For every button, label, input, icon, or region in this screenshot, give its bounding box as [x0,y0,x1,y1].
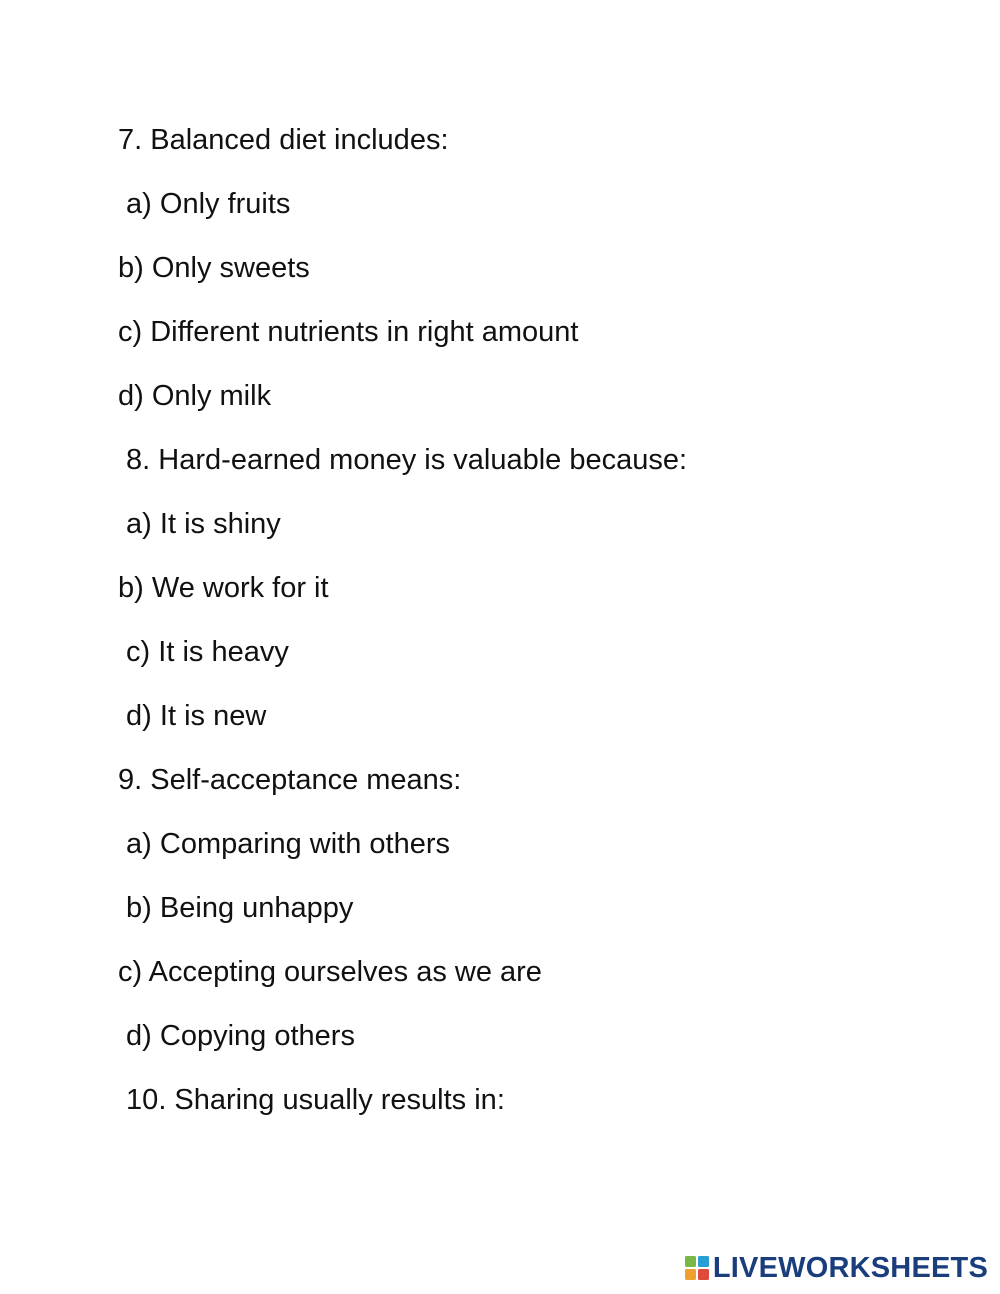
question-8-option-b: b) We work for it [118,572,329,604]
liveworksheets-logo-icon [685,1256,709,1280]
question-9-option-d: d) Copying others [118,1020,355,1052]
question-7-title: 7. Balanced diet includes: [118,124,449,156]
question-list [118,116,938,1140]
question-9-option-a: a) Comparing with others [118,828,451,860]
logo-text: LIVEWORKSHEETS [712,1252,988,1284]
question-9-option-c: c) Accepting ourselves as we are [118,956,542,988]
question-7-option-b: b) Only sweets [118,252,310,284]
question-8-title: 8. Hard-earned money is valuable because: [118,444,688,476]
question-7-option-d: d) Only milk [118,380,272,412]
question-10-title: 10. Sharing usually results in: [118,1084,505,1116]
question-8-option-a: a) It is shiny [118,508,281,540]
question-9-option-b: b) Being unhappy [118,892,354,924]
question-9-title: 9. Self-acceptance means: [118,764,462,796]
question-7-option-a: a) Only fruits [118,188,291,220]
question-8-option-c: c) It is heavy [118,636,289,668]
liveworksheets-logo [685,1252,988,1284]
question-7-option-c: c) Different nutrients in right amount [118,316,579,348]
question-8-option-d: d) It is new [118,700,267,732]
